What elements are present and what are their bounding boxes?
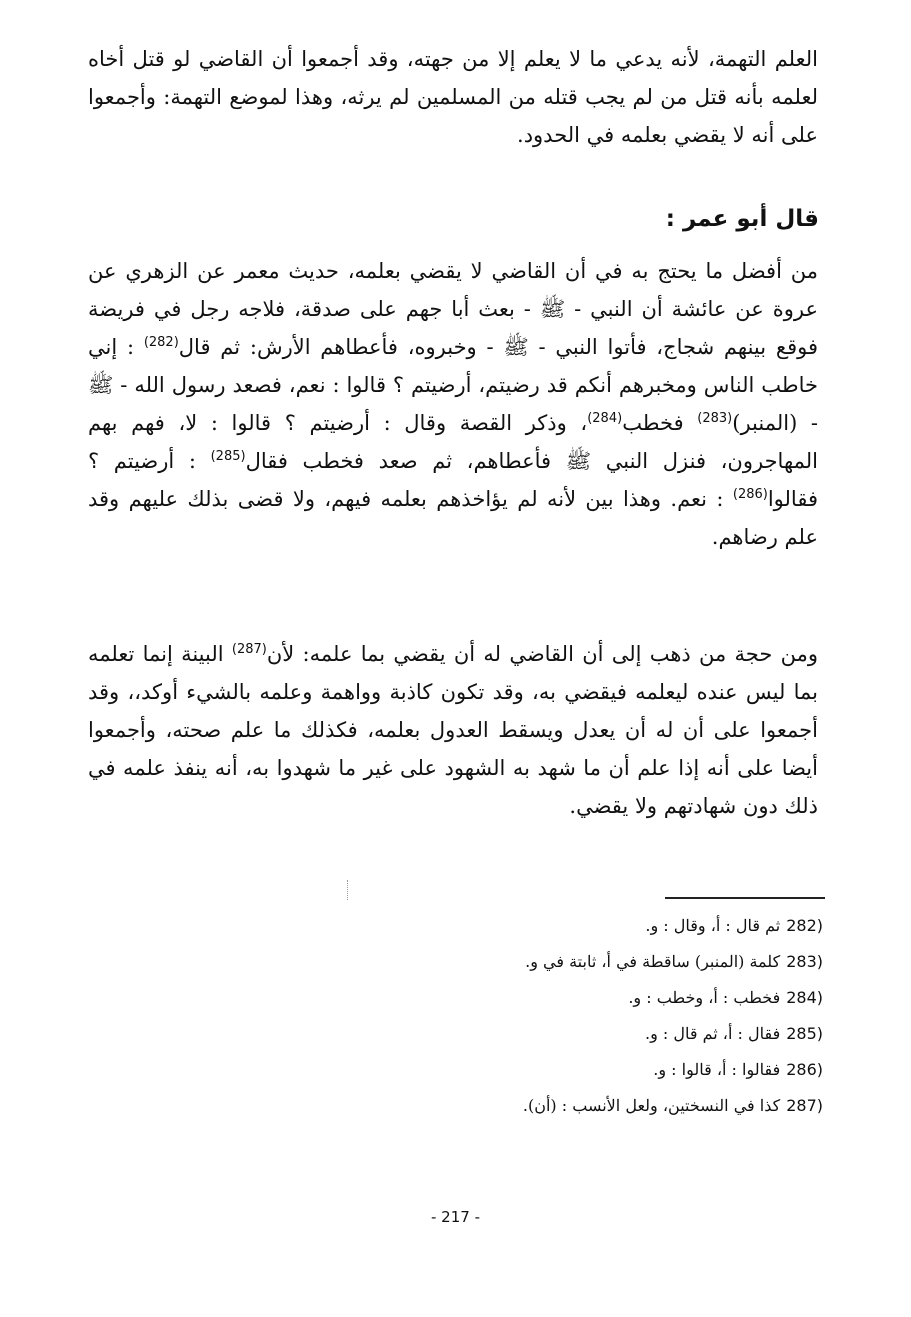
paragraph-1: العلم التهمة، لأنه يدعي ما لا يعلم إلا من جهته، وقد أجمعوا أن القاضي لو قتل أخاه لعلمه بأنه قتل من لم يجب قتله من المسلمين لم يرثه، وهذا لموضع التهمة: وأجمعوا على أنه لا يقضي بعلمه في الحدود. bbox=[88, 47, 818, 147]
footnote-text: فقالوا : أ، قالوا : و. bbox=[653, 1060, 781, 1079]
paragraph-2-text: من أفضل ما يحتج به في أن القاضي لا يقضي بعلمه، حديث معمر عن الزهري عن عروة عن عائشة أن النبي - ﷺ - بعث أبا جهم على صدقة، فلاجه رجل في فريضة فوقع بينهم شجاج، فأتوا النبي - ﷺ - وخبروه، فأعطاهم الأرش: ثم قال bbox=[88, 259, 818, 359]
scan-speck bbox=[347, 880, 351, 900]
page-number: - 217 - bbox=[431, 1208, 480, 1226]
footnote-ref-284[interactable]: (284) bbox=[587, 411, 623, 426]
footnote-287 bbox=[323, 1088, 823, 1124]
footnote-text: فخطب : أ، وخطب : و. bbox=[628, 988, 781, 1007]
footnote-number: 282) bbox=[786, 916, 823, 935]
footnote-text: ثم قال : أ، وقال : و. bbox=[645, 916, 781, 935]
footnote-ref-285[interactable]: (285) bbox=[210, 449, 246, 464]
paragraph-2-text: : نعم. وهذا بين لأنه لم يؤاخذهم بعلمه فيهم، ولا قضى بذلك عليهم وقد علم رضاهم. bbox=[88, 487, 818, 549]
paragraph-2 bbox=[88, 252, 818, 556]
footnote-divider bbox=[665, 897, 825, 899]
paragraph-3-text: ومن حجة من ذهب إلى أن القاضي له أن يقضي بما علمه: لأن bbox=[266, 642, 818, 666]
paragraph-2-text: : أرضيتم ؟ فقالوا bbox=[88, 449, 818, 511]
footnote-text: فقال : أ، ثم قال : و. bbox=[645, 1024, 781, 1043]
footnote-text: كلمة (المنبر) ساقطة في أ، ثابتة في و. bbox=[525, 952, 781, 971]
section-heading: قال أبو عمر : bbox=[665, 206, 819, 232]
footnote-number: 283) bbox=[786, 952, 823, 971]
paragraph-3-text: البينة إنما تعلمه بما ليس عنده ليعلمه فيقضي به، وقد تكون كاذبة وواهمة وعلمه بالشيء أوكد،، وقد أجمعوا على أن له أن يعدل ويسقط العدول بعلمه، فكذلك ما علم صحته، وأجمعوا أيضا على أنه إذا علم أن ما شهد به الشهود على غير ما شهدوا به، أنه ينفذ علمه في ذلك دون شهادتهم ولا يقضي. bbox=[88, 642, 818, 818]
footnotes bbox=[323, 908, 823, 1124]
footnote-286 bbox=[323, 1052, 823, 1088]
footnote-ref-283[interactable]: (283) bbox=[697, 411, 733, 426]
paragraph-2-text: فخطب bbox=[622, 411, 698, 435]
footnote-number: 285) bbox=[786, 1024, 823, 1043]
footnote-283 bbox=[323, 944, 823, 980]
footnote-number: 284) bbox=[786, 988, 823, 1007]
footnote-ref-282[interactable]: (282) bbox=[143, 335, 179, 350]
footnote-number: 287) bbox=[786, 1096, 823, 1115]
paragraph-3 bbox=[88, 635, 818, 825]
footnote-284 bbox=[323, 980, 823, 1016]
footnote-282 bbox=[323, 908, 823, 944]
footnote-number: 286) bbox=[786, 1060, 823, 1079]
footnote-text: كذا في النسختين، ولعل الأنسب : (أن). bbox=[522, 1096, 781, 1115]
paragraph-2-text: ، وذكر القصة وقال : أرضيتم ؟ قالوا : لا، فهم بهم المهاجرون، فنزل النبي ﷺ فأعطاهم، ثم صعد فخطب فقال bbox=[88, 411, 818, 473]
footnote-ref-286[interactable]: (286) bbox=[732, 487, 768, 502]
footnote-285 bbox=[323, 1016, 823, 1052]
footnote-ref-287[interactable]: (287) bbox=[231, 642, 267, 657]
paragraph-2-text: : إني خاطب الناس ومخبرهم أنكم قد رضيتم، أرضيتم ؟ قالوا : نعم، فصعد رسول الله - ﷺ - (المنبر) bbox=[88, 335, 818, 435]
